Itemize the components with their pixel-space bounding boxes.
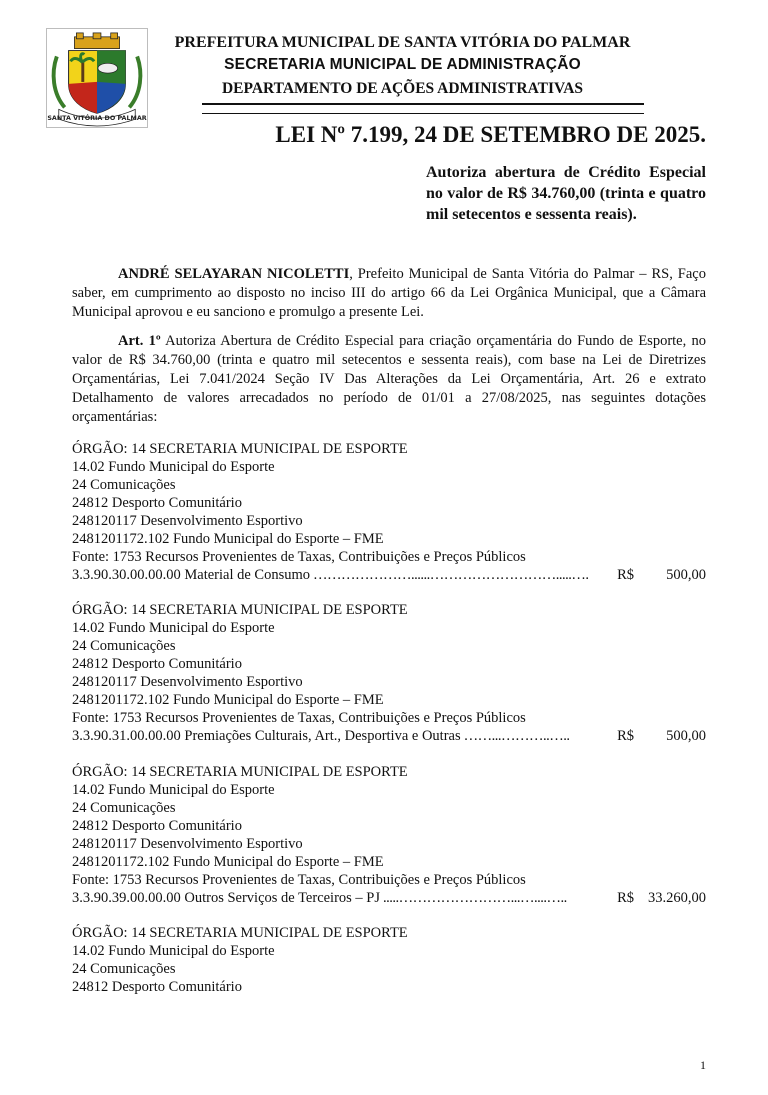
unidade-line: 14.02 Fundo Municipal do Esporte	[72, 943, 275, 959]
currency-symbol: R$	[617, 728, 634, 744]
header-divider-thin	[202, 113, 644, 114]
leader-dots: …………………......……………………….....….	[313, 567, 589, 583]
budget-allocation-block	[72, 924, 706, 996]
elemento-value-row	[72, 727, 706, 745]
article-1-text: Autoriza Abertura de Crédito Especial para criação orçamentária do Fundo de Esporte, no valor de R$ 34.760,00 (trinta e quatro mil setecentos e sessenta reais), com base na Lei de Diretrizes Orçamentárias, Lei 7.041/2024 Seção IV Das Alterações da Lei Orçamentária, Art. 26 e extrato Detalhamento de valores arrecadados no período de 01/01 a 27/08/2025, nas seguintes dotações orçamentárias:	[72, 333, 706, 425]
fonte-line: Fonte: 1753 Recursos Provenientes de Taxas, Contribuições e Preços Públicos	[72, 872, 526, 888]
fonte-line: Fonte: 1753 Recursos Provenientes de Taxas, Contribuições e Preços Públicos	[72, 710, 526, 726]
funcao-line: 24 Comunicações	[72, 638, 176, 654]
acao-line: 2481201172.102 Fundo Municipal do Esporte – FME	[72, 531, 384, 547]
funcao-line: 24 Comunicações	[72, 961, 176, 977]
currency-symbol: R$	[617, 567, 634, 583]
allocation-amount: 500,00	[666, 567, 706, 583]
leader-dots: ……...………..…..	[463, 728, 570, 744]
orgao-line: ÓRGÃO: 14 SECRETARIA MUNICIPAL DE ESPORTE	[72, 925, 408, 941]
elemento-description: 3.3.90.39.00.00.00 Outros Serviços de Terceiros – PJ	[72, 890, 381, 906]
currency-symbol: R$	[617, 890, 634, 906]
funcao-line: 24 Comunicações	[72, 477, 176, 493]
programa-line: 248120117 Desenvolvimento Esportivo	[72, 513, 303, 529]
programa-line: 248120117 Desenvolvimento Esportivo	[72, 836, 303, 852]
article-1-paragraph	[72, 332, 706, 427]
acao-line: 2481201172.102 Fundo Municipal do Esporte – FME	[72, 692, 384, 708]
leader-dots: .....……………………...…....…..	[383, 890, 567, 906]
logo-ribbon-text: SANTA VITÓRIA DO PALMAR	[47, 114, 147, 123]
unidade-line: 14.02 Fundo Municipal do Esporte	[72, 620, 275, 636]
unidade-line: 14.02 Fundo Municipal do Esporte	[72, 782, 275, 798]
municipal-coat-of-arms-logo	[46, 28, 148, 128]
orgao-line: ÓRGÃO: 14 SECRETARIA MUNICIPAL DE ESPORTE	[72, 441, 408, 457]
header-secretaria: SECRETARIA MUNICIPAL DE ADMINISTRAÇÃO	[224, 56, 581, 73]
allocation-amount: 500,00	[666, 728, 706, 744]
acao-line: 2481201172.102 Fundo Municipal do Esporte – FME	[72, 854, 384, 870]
preamble-text: , Prefeito Municipal de Santa Vitória do Palmar – RS, Faço saber, em cumprimento ao disposto no inciso III do artigo 66 da Lei Orgânica Municipal, que a Câmara Municipal aprovou e eu sanciono e promulgo a presente Lei.	[72, 266, 706, 320]
mayor-name: ANDRÉ SELAYARAN NICOLETTI	[118, 266, 350, 282]
law-ementa: Autoriza abertura de Crédito Especial no valor de R$ 34.760,00 (trinta e quatro mil setecentos e sessenta reais).	[426, 164, 706, 223]
orgao-line: ÓRGÃO: 14 SECRETARIA MUNICIPAL DE ESPORTE	[72, 602, 408, 618]
elemento-value-row	[72, 889, 706, 907]
article-1-label: Art. 1º	[118, 333, 161, 349]
orgao-line: ÓRGÃO: 14 SECRETARIA MUNICIPAL DE ESPORTE	[72, 764, 408, 780]
header-departamento: DEPARTAMENTO DE AÇÕES ADMINISTRATIVAS	[221, 80, 584, 97]
programa-line: 248120117 Desenvolvimento Esportivo	[72, 674, 303, 690]
budget-allocation-block	[72, 763, 706, 907]
subfuncao-line: 24812 Desporto Comunitário	[72, 495, 242, 511]
elemento-value-row	[72, 566, 706, 584]
header-prefeitura: PREFEITURA MUNICIPAL DE SANTA VITÓRIA DO PALMAR	[174, 34, 631, 51]
allocation-amount: 33.260,00	[648, 890, 706, 906]
unidade-line: 14.02 Fundo Municipal do Esporte	[72, 459, 275, 475]
subfuncao-line: 24812 Desporto Comunitário	[72, 656, 242, 672]
budget-allocation-block	[72, 440, 706, 584]
budget-allocation-block	[72, 601, 706, 745]
page-number: 1	[700, 1058, 706, 1072]
fonte-line: Fonte: 1753 Recursos Provenientes de Taxas, Contribuições e Preços Públicos	[72, 549, 526, 565]
preamble-paragraph	[72, 265, 706, 322]
elemento-description: 3.3.90.31.00.00.00 Premiações Culturais, Art., Desportiva e Outras	[72, 728, 461, 744]
header-divider-thick	[202, 103, 644, 105]
subfuncao-line: 24812 Desporto Comunitário	[72, 979, 242, 995]
funcao-line: 24 Comunicações	[72, 800, 176, 816]
law-title: LEI Nº 7.199, 24 DE SETEMBRO DE 2025.	[275, 122, 706, 147]
elemento-description: 3.3.90.30.00.00.00 Material de Consumo	[72, 567, 311, 583]
subfuncao-line: 24812 Desporto Comunitário	[72, 818, 242, 834]
